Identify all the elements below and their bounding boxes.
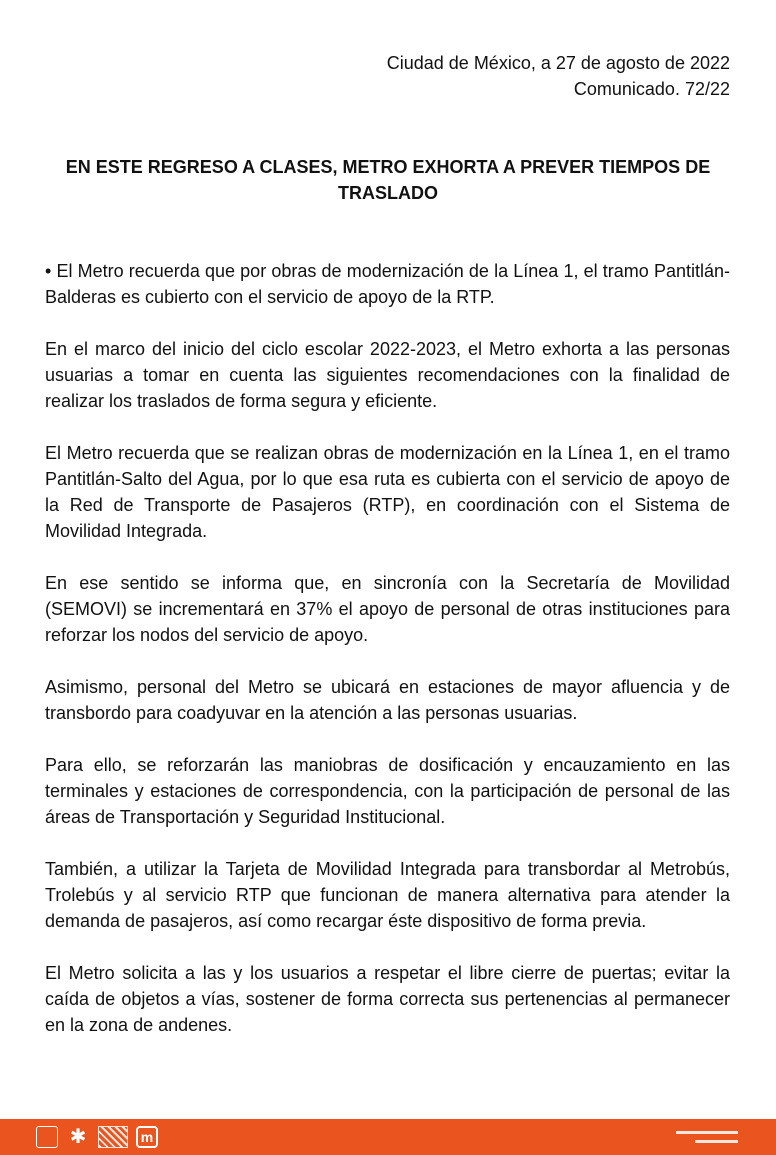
paragraph: • El Metro recuerda que por obras de modernización de la Línea 1, el tramo Pantitlán-Balderas es cubierto con el servicio de apoyo de la RTP.: [45, 261, 730, 307]
cdmx-star-icon: ✱: [69, 1126, 87, 1148]
footer-bar: [0, 1119, 776, 1155]
paragraph: Para ello, se reforzarán las maniobras de dosificación y encauzamiento en las terminales y estaciones de correspondencia, con la participación de personal de las áreas de Transportación y Seguridad Institucional.: [45, 755, 730, 827]
glyph-pattern-icon: [98, 1126, 128, 1148]
metro-m-icon: m: [136, 1126, 158, 1148]
communique-number: Comunicado. 72/22: [573, 79, 730, 99]
dateline: Ciudad de México, a 27 de agosto de 2022: [386, 53, 730, 73]
paragraph: En el marco del inicio del ciclo escolar 2022-2023, el Metro exhorta a las personas usuarias a tomar en cuenta las siguientes recomendaciones con la finalidad de realizar los traslados de forma segura y eficiente.: [45, 339, 730, 411]
paragraph: El Metro solicita a las y los usuarios a respetar el libre cierre de puertas; evitar la caída de objetos a vías, sostener de forma correcta sus pertenencias al permanecer en la zona de andenes.: [45, 963, 730, 1035]
paragraph: Asimismo, personal del Metro se ubicará en estaciones de mayor afluencia y de transbordo para coadyuvar en la atención a las personas usuarias.: [45, 677, 730, 723]
cdmx-shield-icon: [36, 1126, 58, 1148]
footer-logos: [36, 1126, 158, 1148]
paragraph: El Metro recuerda que se realizan obras de modernización en la Línea 1, en el tramo Pantitlán-Salto del Agua, por lo que esa ruta es cubierta con el servicio de apoyo de la Red de Transporte de Pasajeros (RTP), en coordinación con el Sistema de Movilidad Integrada.: [45, 443, 730, 541]
body-text: [45, 258, 730, 1064]
headline: EN ESTE REGRESO A CLASES, METRO EXHORTA A PREVER TIEMPOS DE TRASLADO: [65, 157, 711, 203]
slogan-wordmark-icon: [676, 1131, 738, 1143]
paragraph: También, a utilizar la Tarjeta de Movilidad Integrada para transbordar al Metrobús, Trolebús y al servicio RTP que funcionan de manera alternativa para atender la demanda de pasajeros, así como recargar éste dispositivo de forma previa.: [45, 859, 730, 931]
paragraph: En ese sentido se informa que, en sincronía con la Secretaría de Movilidad (SEMOVI) se incrementará en 37% el apoyo de personal de otras instituciones para reforzar los nodos del servicio de apoyo.: [45, 573, 730, 645]
dateline-block: [387, 50, 730, 102]
